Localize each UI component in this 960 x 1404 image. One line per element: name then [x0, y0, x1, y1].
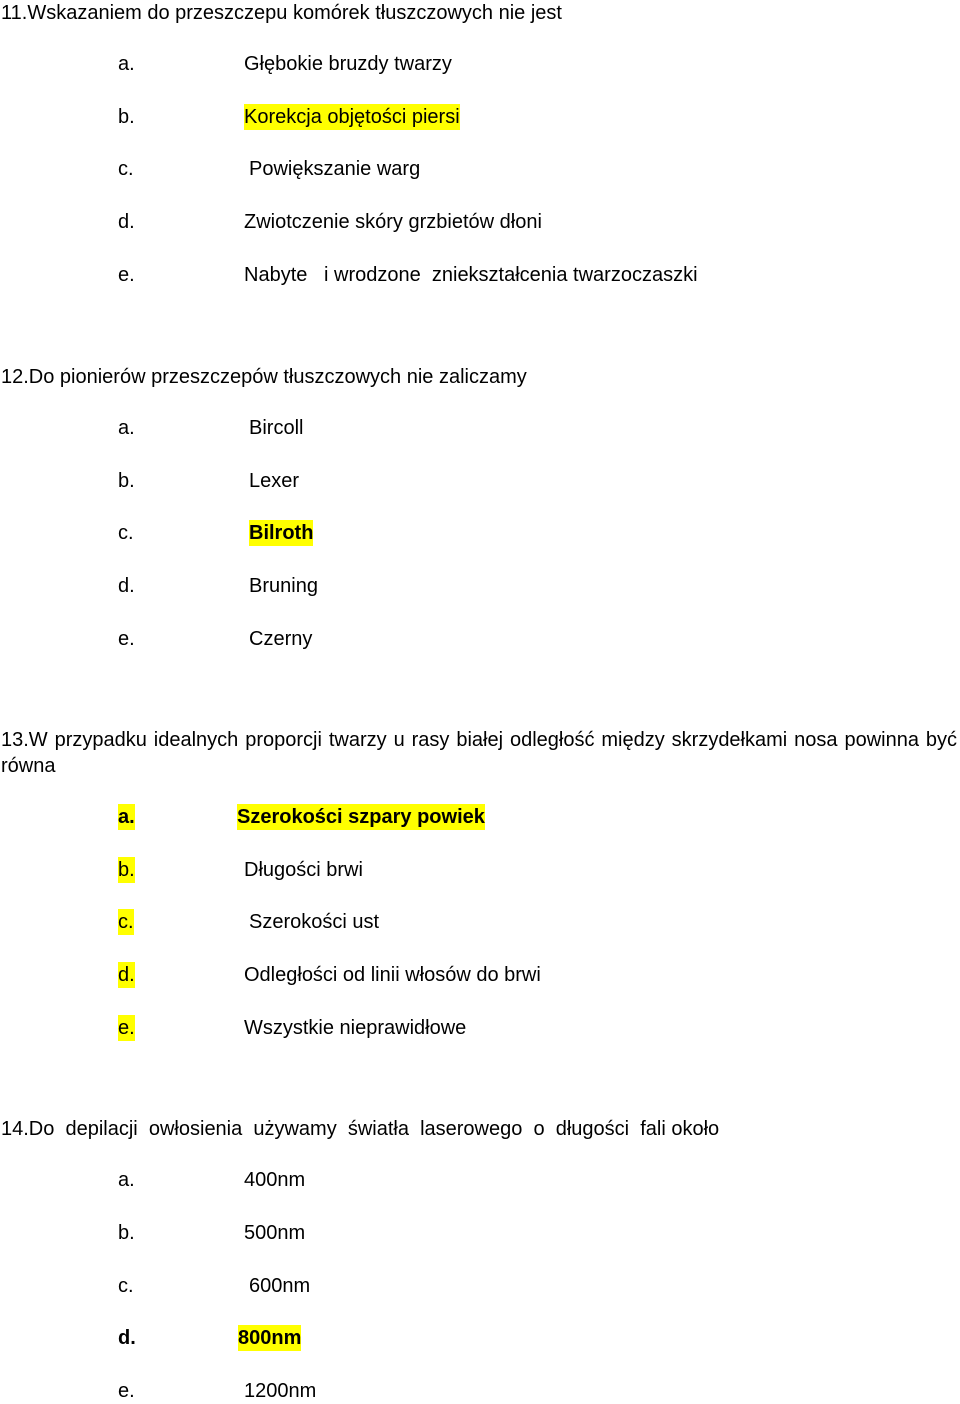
option-text: Lexer	[249, 470, 300, 492]
option-letter: c.	[118, 158, 134, 180]
question-title: 11.Wskazaniem do przeszczepu komórek tłuszczowych nie jest	[1, 2, 562, 24]
option-letter: d.	[118, 964, 135, 986]
option-letter-correct: d.	[118, 1327, 136, 1349]
option-letter: a.	[118, 1169, 135, 1191]
option-text: 400nm	[244, 1169, 306, 1191]
option-text: 600nm	[249, 1275, 311, 1297]
option-text: Długości brwi	[244, 859, 363, 881]
option-text: Szerokości ust	[249, 911, 380, 933]
option-letter: d.	[118, 211, 135, 233]
option-text: Czerny	[249, 628, 313, 650]
option-letter: c.	[118, 911, 134, 933]
question-title: 12.Do pionierów przeszczepów tłuszczowych nie zaliczamy	[1, 366, 527, 388]
option-text: Wszystkie nieprawidłowe	[244, 1017, 467, 1039]
option-text-correct: 800nm	[238, 1327, 302, 1349]
option-letter: b.	[118, 859, 135, 881]
option-letter: a.	[118, 53, 135, 75]
option-text: Nabyte i wrodzone zniekształcenia twarzoczaszki	[244, 264, 698, 286]
option-letter: e.	[118, 628, 135, 650]
option-letter: c.	[118, 522, 134, 544]
option-text: Bircoll	[249, 417, 304, 439]
option-letter: a.	[118, 417, 135, 439]
option-letter: e.	[118, 264, 135, 286]
option-letter: d.	[118, 575, 135, 597]
option-letter: b.	[118, 1222, 135, 1244]
option-text: Bruning	[249, 575, 318, 597]
option-letter: c.	[118, 1275, 134, 1297]
option-text-correct: Szerokości szpary powiek	[237, 806, 485, 828]
option-letter: e.	[118, 1380, 135, 1402]
option-text-correct: Bilroth	[249, 522, 314, 544]
option-text: 500nm	[244, 1222, 306, 1244]
option-text: 1200nm	[244, 1380, 317, 1402]
option-letter: e.	[118, 1017, 135, 1039]
question-title: 14.Do depilacji owłosienia używamy światła laserowego o długości fali około	[1, 1118, 720, 1140]
option-text: Zwiotczenie skóry grzbietów dłoni	[244, 211, 542, 233]
option-letter: b.	[118, 470, 135, 492]
question-title: 13.W przypadku idealnych proporcji twarzy u rasy białej odległość między skrzydełkami nosa powinna być równa	[1, 729, 957, 777]
option-text: Powiększanie warg	[249, 158, 421, 180]
option-letter: b.	[118, 106, 135, 128]
option-text-correct: Korekcja objętości piersi	[244, 106, 460, 128]
option-text: Odległości od linii włosów do brwi	[244, 964, 541, 986]
option-letter-correct: a.	[118, 806, 135, 828]
option-text: Głębokie bruzdy twarzy	[244, 53, 452, 75]
